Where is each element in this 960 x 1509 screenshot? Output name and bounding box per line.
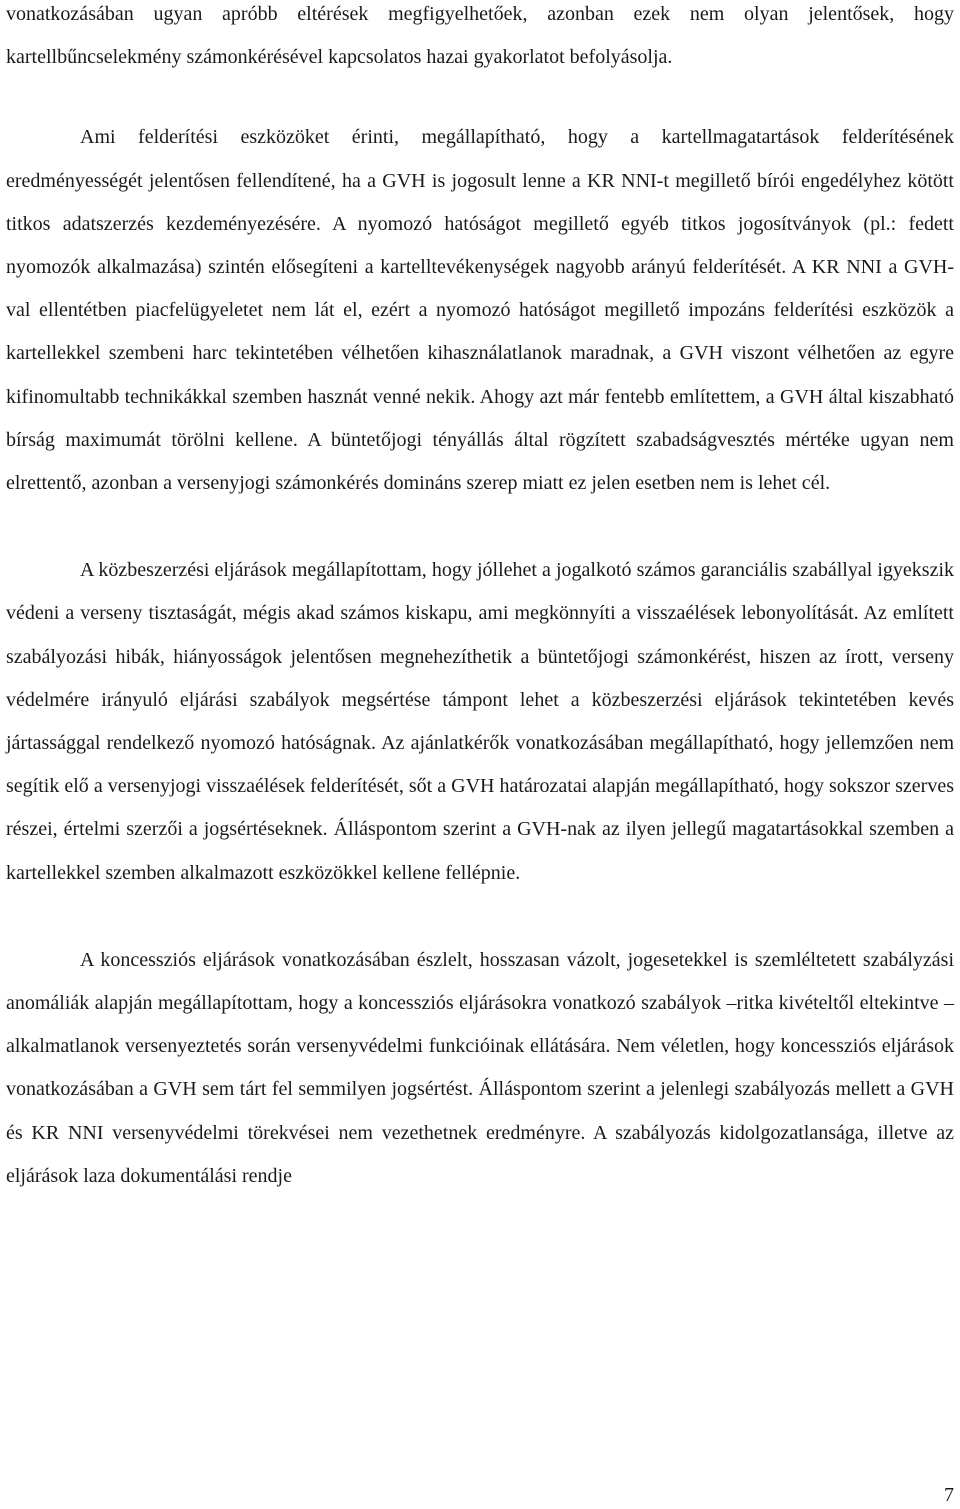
document-page xyxy=(6,0,954,1198)
paragraph-intro: vonatkozásában ugyan apróbb eltérések megfigyelhetőek, azonban ezek nem olyan jelentősek, hogy kartellbűncselekmény számonkérésével kapcsolatos hazai gyakorlatot befolyásolja. xyxy=(6,3,954,69)
page-number: 7 xyxy=(944,1484,954,1506)
paragraph-koncesszio: A koncessziós eljárások vonatkozásában észlelt, hosszasan vázolt, jogesetekkel is szemléltetett szabályzási anomáliák alapján megállapítottam, hogy a koncessziós eljárásokra vonatkozó szabályok –ritka kivételtől eltekintve –alkalmatlanok versenyeztetés során versenyvédelmi funkcióinak ellátására. Nem véletlen, hogy koncessziós eljárások vonatkozásában a GVH sem tárt fel semmilyen jogsértést. Álláspontom szerint a jelenlegi szabályozás mellett a GVH és KR NNI versenyvédelmi törekvései nem vezethetnek eredményre. A szabályozás kidolgozatlansága, illetve az eljárások laza dokumentálási rendje xyxy=(6,948,954,1187)
paragraph-kozbeszerzes: A közbeszerzési eljárások megállapítottam, hogy jóllehet a jogalkotó számos garanciális szabállyal igyekszik védeni a verseny tisztaságát, mégis akad számos kiskapu, ami megkönnyíti a visszaélések lebonyolítását. Az említett szabályozási hibák, hiányosságok jelentősen megnehezíthetik a büntetőjogi számonkérést, hiszen az írott, verseny védelmére irányuló eljárási szabályok megsértése támpont lehet a közbeszerzési eljárások tekintetében kevés jártassággal rendelkező nyomozó hatóságnak. Az ajánlatkérők vonatkozásában megállapítható, hogy jellemzően nem segítik elő a versenyjogi visszaélések felderítését, sőt a GVH határozatai alapján megállapítható, hogy sokszor szerves részei, értelmi szerzői a jogsértéseknek. Álláspontom szerint a GVH-nak az ilyen jellegű magatartásokkal szemben a kartellekkel szemben alkalmazott eszközökkel kellene fellépnie. xyxy=(6,559,954,884)
paragraph-felderites: Ami felderítési eszközöket érinti, megállapítható, hogy a kartellmagatartások felderítésének eredményességét jelentősen fellendítené, ha a GVH is jogosult lenne a KR NNI-t megillető bírói engedélyhez kötött titkos adatszerzés kezdeményezésére. A nyomozó hatóságot megillető egyéb titkos jogosítványok (pl.: fedett nyomozók alkalmazása) szintén elősegíteni a kartelltevékenységek nagyobb arányú felderítését. A KR NNI a GVH-val ellentétben piacfelügyeletet nem lát el, ezért a nyomozó hatóságot megillető impozáns felderítési eszközök a kartellekkel szembeni harc tekintetében vélhetően kihasználatlanok maradnak, a GVH viszont vélhetően az egyre kifinomultabb technikákkal szemben hasznát venné nekik. Ahogy azt már fentebb említettem, a GVH által kiszabható bírság maximumát törölni kellene. A büntetőjogi tényállás által rögzített szabadságvesztés mértéke ugyan nem elrettentő, azonban a versenyjogi számonkérés domináns szerep miatt ez jelen esetben nem is lehet cél. xyxy=(6,126,954,495)
